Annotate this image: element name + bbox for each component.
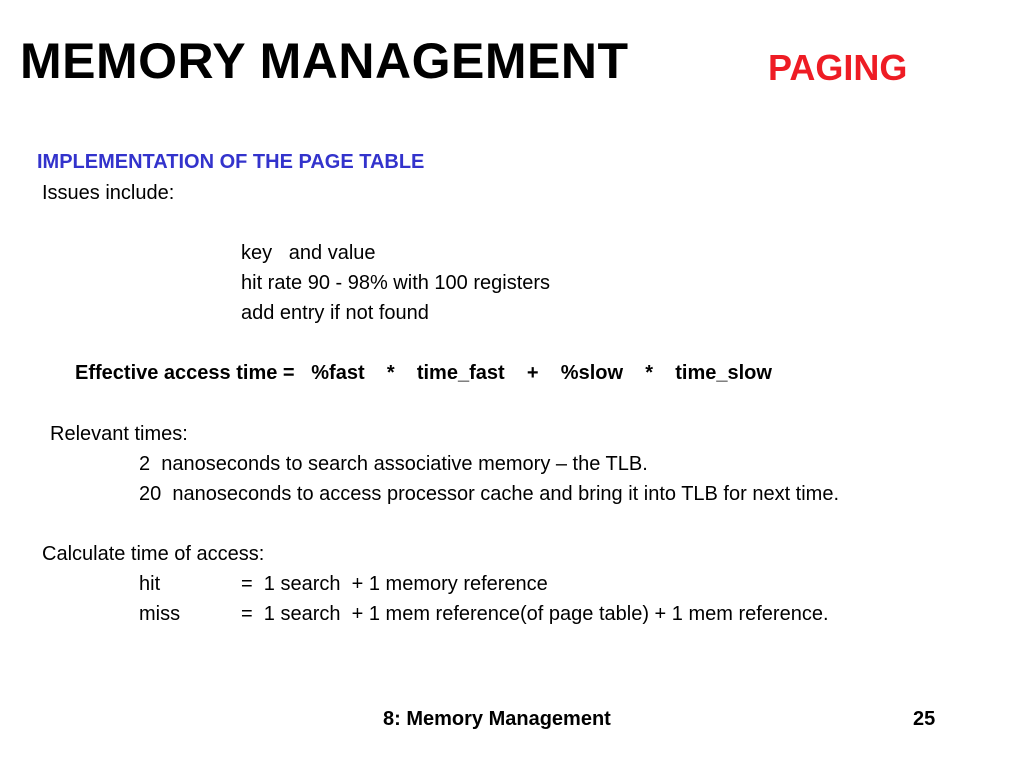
issue-item: hit rate 90 - 98% with 100 registers [241, 272, 551, 294]
subheading: IMPLEMENTATION OF THE PAGE TABLE [37, 151, 425, 173]
calculate-intro: Calculate time of access: [42, 543, 265, 565]
calc-equation-miss: = 1 search + 1 mem reference(of page table) + 1 mem reference. [241, 603, 829, 625]
issue-item: add entry if not found [241, 302, 429, 324]
relevant-intro: Relevant times: [50, 423, 188, 445]
slide-title: MEMORY MANAGEMENT [20, 33, 629, 89]
calc-equation-hit: = 1 search + 1 memory reference [241, 573, 548, 595]
section-title: PAGING [768, 47, 908, 88]
footer-title: 8: Memory Management [383, 708, 611, 730]
relevant-item: 2 nanoseconds to search associative memory – the TLB. [139, 453, 648, 475]
calc-label-hit: hit [139, 573, 161, 595]
calc-label-miss: miss [139, 603, 181, 625]
issue-item: key and value [241, 242, 376, 264]
page-number: 25 [913, 708, 936, 730]
effective-access-formula: Effective access time = %fast * time_fast + %slow * time_slow [75, 362, 772, 384]
issues-intro: Issues include: [42, 182, 175, 204]
relevant-item: 20 nanoseconds to access processor cache and bring it into TLB for next time. [139, 483, 840, 505]
